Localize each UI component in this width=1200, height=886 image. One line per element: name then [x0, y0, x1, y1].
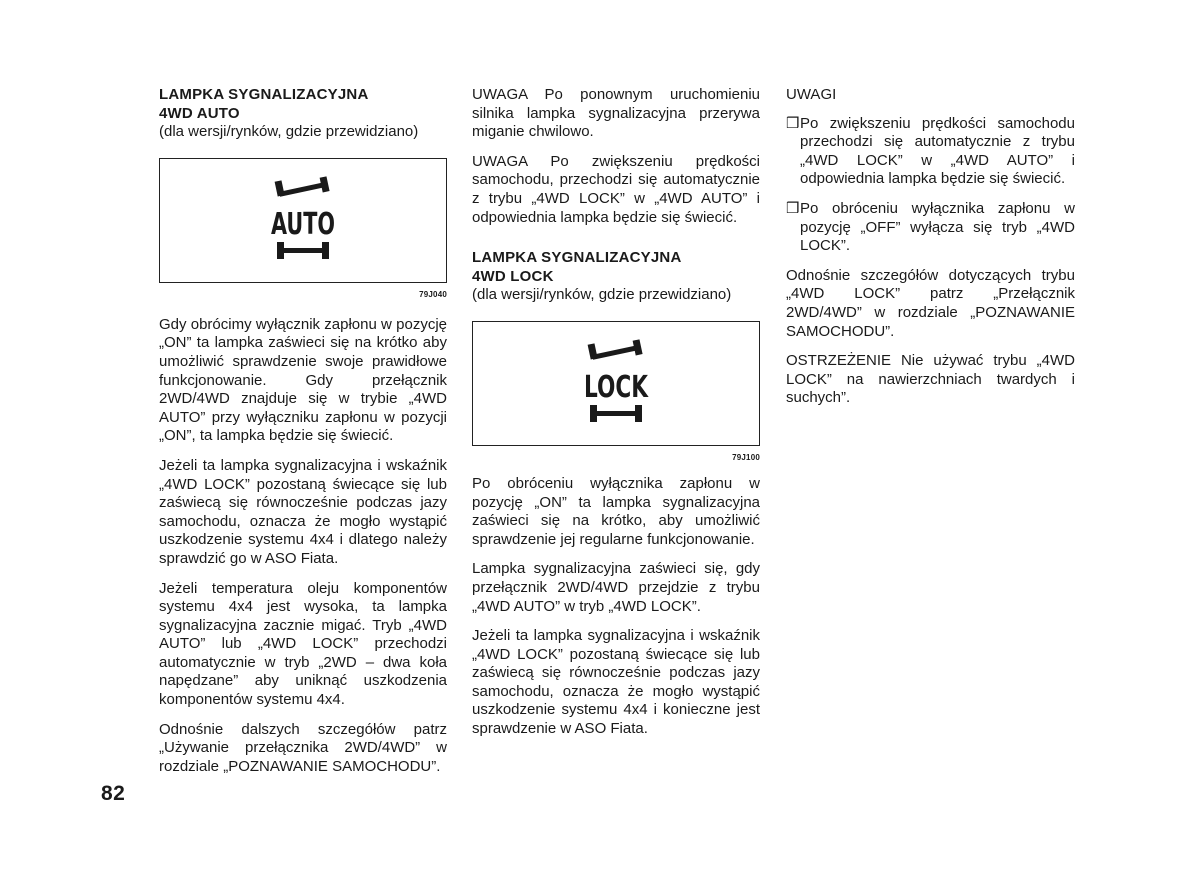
note-paragraph: UWAGA Po ponownym uruchomieniu silnika lampka sygnalizacyjna przerywa miganie chwilowo.: [472, 86, 760, 141]
heading-line-1: LAMPKA SYGNALIZACYJNA: [159, 86, 369, 103]
4wd-auto-icon: [268, 177, 338, 263]
paragraph: Jeżeli ta lampka sygnalizacyjna i wskaźnik „4WD LOCK” pozostaną świecące się lub zaświecą się równocześnie podczas jazy samochodu, oznacza że mogło wystąpić uszkodzenie systemu 4x4 i konieczne jest sprawdzenie w ASO Fiata.: [472, 627, 760, 738]
paragraph: Odnośnie szczegółów dotyczących trybu „4WD LOCK” patrz „Przełącznik 2WD/4WD” w rozdziale „POZNAWANIE SAMOCHODU”.: [786, 266, 1075, 340]
list-item-text: Po obróceniu wyłącznika zapłonu w pozycję „OFF” wyłącza się tryb „4WD LOCK”.: [800, 199, 1075, 255]
section-heading-4wd-auto: [159, 86, 447, 123]
note-paragraph: UWAGA Po zwiększeniu prędkości samochodu, przechodzi się automatycznie z trybu „4WD LOCK” w „4WD AUTO” i odpowiednia lampka będzie się świecić.: [472, 152, 760, 226]
paragraph: Jeżeli temperatura oleju komponentów systemu 4x4 jest wysoka, ta lampka sygnalizacyjna zacznie migać. Tryb „4WD AUTO” lub „4WD LOCK” przechodzi automatycznie w tryb „2WD – dwa koła napędzane” aby uniknąć uszkodzenia komponentów systemu 4x4.: [159, 579, 447, 709]
svg-text:LOCK: LOCK: [584, 370, 650, 406]
checkbox-bullet-icon: ❒: [786, 199, 800, 217]
svg-text:AUTO: AUTO: [271, 207, 335, 243]
notes-title: UWAGI: [786, 86, 837, 103]
warning-paragraph: OSTRZEŻENIE Nie używać trybu „4WD LOCK” na nawierzchniach twardych i suchych”.: [786, 352, 1075, 407]
page-number: 82: [101, 782, 126, 805]
section-subtitle: (dla wersji/rynków, gdzie przewidziano): [472, 286, 732, 304]
section-heading-4wd-lock: [472, 249, 760, 286]
section-subtitle: (dla wersji/rynków, gdzie przewidziano): [159, 123, 419, 141]
column-middle: [472, 86, 760, 750]
paragraph: Jeżeli ta lampka sygnalizacyjna i wskaźnik „4WD LOCK” pozostaną świecące się lub zaświecą się równocześnie podczas jazy samochodu, oznacza że mogło wystąpić uszkodzenie systemu 4x4 i dlatego należy sprawdzić go w ASO Fiata.: [159, 456, 447, 567]
list-item-text: Po zwiększeniu prędkości samochodu przechodzi się automatycznie z trybu „4WD LOCK” w „4WD AUTO” i odpowiednia lampka będzie się świecić.: [800, 114, 1075, 188]
figure-4wd-auto: [159, 158, 447, 283]
column-right: [786, 86, 1075, 419]
heading-line-2: 4WD AUTO: [159, 104, 240, 122]
heading-line-2: 4WD LOCK: [472, 267, 554, 285]
figure-4wd-lock: [472, 321, 760, 446]
list-item: [786, 200, 1075, 256]
heading-line-1: LAMPKA SYGNALIZACYJNA: [472, 249, 682, 267]
figure-code: 79J100: [732, 452, 760, 462]
paragraph: Gdy obrócimy wyłącznik zapłonu w pozycję „ON” ta lampka zaświeci się na krótko aby umożliwić sprawdzenie swoje prawidłowe funkcjonowanie. Gdy przełącznik 2WD/4WD znajduje się w trybie „4WD AUTO” przy wyłączniku zapłonu w pozycji „ON”, ta lampka będzie się świecić.: [159, 315, 447, 445]
paragraph: Lampka sygnalizacyjna zaświeci się, gdy przełącznik 2WD/4WD przejdzie z trybu „4WD AUTO” w tryb „4WD LOCK”.: [472, 560, 760, 615]
paragraph: Odnośnie dalszych szczegółów patrz „Używanie przełącznika 2WD/4WD” w rozdziale „POZNAWANIE SAMOCHODU”.: [159, 720, 447, 775]
column-left: [159, 86, 447, 787]
figure-code: 79J040: [419, 289, 447, 299]
4wd-lock-icon: [581, 340, 651, 426]
list-item: [786, 115, 1075, 189]
checkbox-bullet-icon: ❒: [786, 114, 800, 132]
paragraph: Po obróceniu wyłącznika zapłonu w pozycję „ON” ta lampka sygnalizacyjna zaświeci się na krótko, aby umożliwić sprawdzenie jej regularne funkcjonowanie.: [472, 474, 760, 548]
